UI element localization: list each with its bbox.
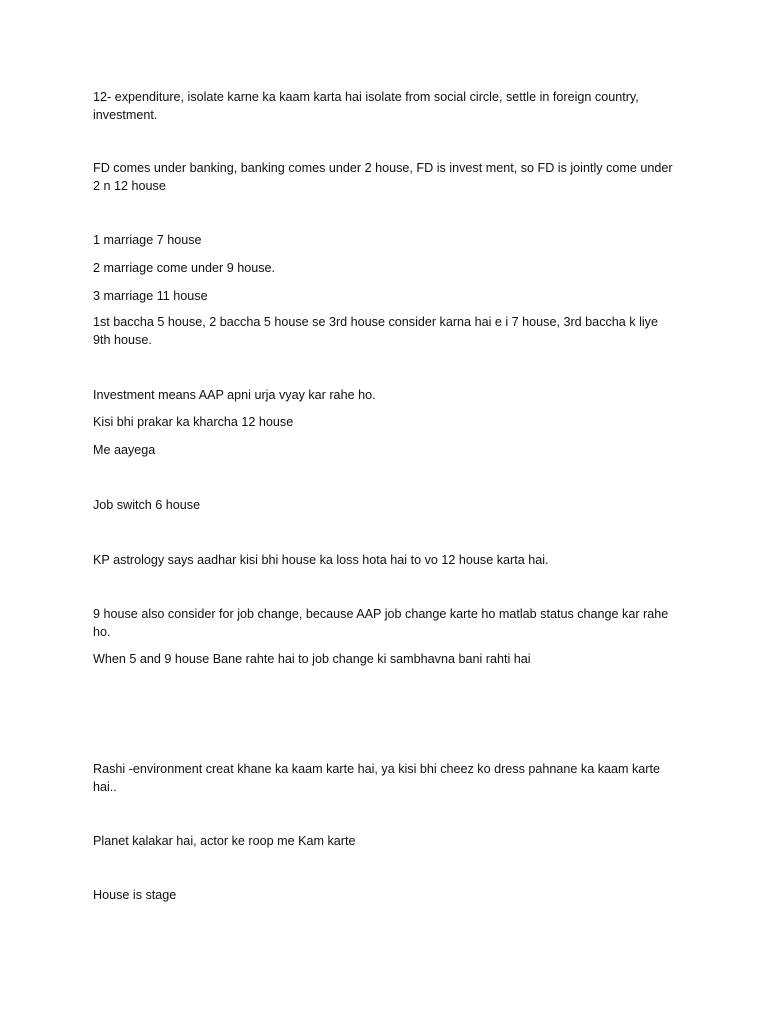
paragraph-investment: Investment means AAP apni urja vyay kar rahe ho. [93,388,376,402]
paragraph-rashi: Rashi -environment creat khane ka kaam karte hai, ya kisi bhi cheez ko dress pahnane ka kaam karte hai.. [93,762,661,794]
paragraph-sambhavna: When 5 and 9 house Bane rahte hai to job change ki sambhavna bani rahti hai [93,652,531,666]
paragraph-job-switch: Job switch 6 house [93,498,201,512]
paragraph-second-marriage: 2 marriage come under 9 house. [93,261,276,275]
paragraph-expenditure: 12- expenditure, isolate karne ka kaam karta hai isolate from social circle, settle in foreign country, investment. [93,90,639,122]
paragraph-planet: Planet kalakar hai, actor ke roop me Kam karte [93,834,356,848]
paragraph-fd-banking: FD comes under banking, banking comes under 2 house, FD is invest ment, so FD is jointly come under 2 n 12 house [93,161,673,193]
paragraph-me-aayega: Me aayega [93,443,156,457]
paragraph-baccha-houses: 1st baccha 5 house, 2 baccha 5 house se 3rd house consider karna hai e i 7 house, 3rd baccha k liye 9th house. [93,315,658,347]
paragraph-third-marriage: 3 marriage 11 house [93,289,208,303]
paragraph-house-stage: House is stage [93,888,177,902]
paragraph-kharcha: Kisi bhi prakar ka kharcha 12 house [93,415,294,429]
paragraph-job-change: 9 house also consider for job change, because AAP job change karte ho matlab status change kar rahe ho. [93,607,669,639]
paragraph-kp-astrology: KP astrology says aadhar kisi bhi house ka loss hota hai to vo 12 house karta hai. [93,553,549,567]
paragraph-first-marriage: 1 marriage 7 house [93,233,202,247]
